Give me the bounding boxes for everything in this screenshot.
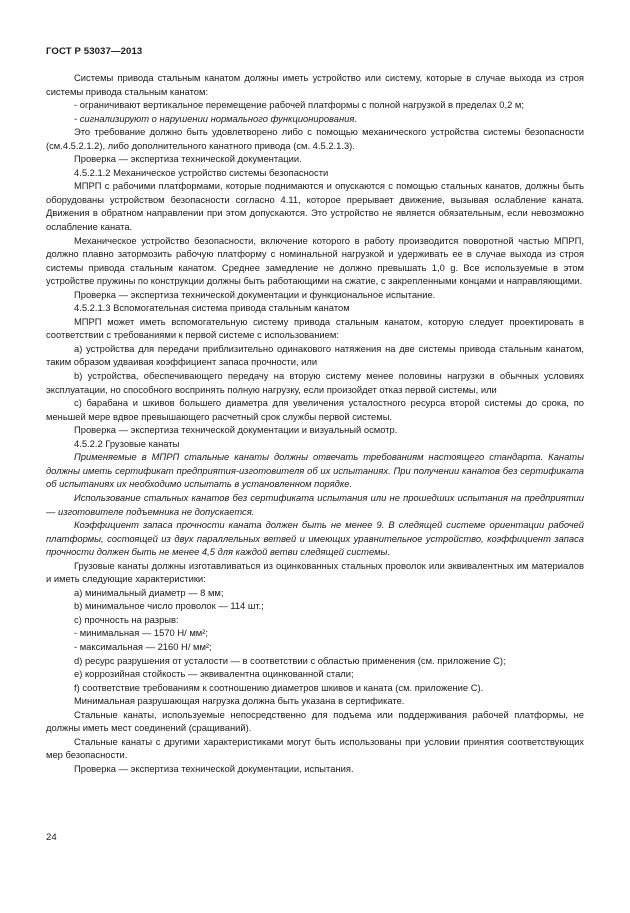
- paragraph: МПРП с рабочими платформами, которые поднимаются и опускаются с помощью стальных канатов, должны быть оборудованы устройством безопасности согласно 4.11, которое прерывает движение, вызывая ослабление каната. Движения в обратном направлении при этом допускаются. Это устройство не является обязательным, если невозможно ослабление каната.: [46, 180, 584, 233]
- list-item: - минимальная — 1570 Н/ мм²;: [74, 627, 208, 639]
- paragraph: МПРП может иметь вспомогательную систему привода стальным канатом, которую следует проектировать в соответствии с требованиями к первой системе с использованием:: [46, 315, 584, 341]
- paragraph: Это требование должно быть удовлетворено либо с помощью механического устройства системы безопасности (см.4.5.2.1.2), либо дополнительного канатного привода (см. 4.5.2.1.3).: [46, 126, 584, 151]
- paragraph: Проверка — экспертиза технической документации, испытания.: [74, 762, 354, 774]
- list-item: a) устройства для передачи приблизительно одинакового натяжения на две системы привода стальным канатом, таким образом удваивая коэффициент запаса прочности, или: [46, 342, 584, 368]
- section-heading: 4.5.2.1.2 Механическое устройство системы безопасности: [74, 166, 329, 178]
- list-item: c) прочность на разрыв:: [74, 613, 179, 625]
- document-body: [46, 71, 584, 775]
- paragraph: Стальные канаты с другими характеристиками могут быть использованы при условии принятия соответствующих мер безопасности.: [46, 735, 584, 761]
- paragraph: Механическое устройство безопасности, включение которого в работу производится поворотной частью МПРП, должно плавно затормозить рабочую платформу с номинальной нагрузкой и удерживать ее в случае выхода из строя системы привода стальным канатом. Среднее замедление не должно превышать 1,0 g. Все используемые в этом устройстве пружины по конструкции должны быть работающими на сжатие, с закрепленными концами и направляющими.: [46, 234, 584, 287]
- list-item: - сигнализируют о нарушении нормального функционирования.: [74, 112, 357, 124]
- list-item: a) минимальный диаметр — 8 мм;: [74, 586, 224, 598]
- paragraph: Грузовые канаты должны изготавливаться из оцинкованных стальных проволок или эквивалентных им материалов и иметь следующие характеристики:: [46, 559, 584, 585]
- paragraph: Проверка — экспертиза технической документации.: [74, 153, 302, 165]
- paragraph: Системы привода стальным канатом должны иметь устройство или систему, которые в случае выхода из строя системы привода стальным канатом:: [46, 72, 584, 97]
- page-number: 24: [46, 832, 57, 843]
- list-item: - ограничивают вертикальное перемещение рабочей платформы с полной нагрузкой в пределах 0,2 м;: [74, 99, 524, 111]
- paragraph: Минимальная разрушающая нагрузка должна быть указана в сертификате.: [74, 695, 405, 707]
- list-item: d) ресурс разрушения от усталости — в соответствии с областью применения (см. приложение С);: [74, 654, 506, 666]
- document-header: ГОСТ Р 53037—2013: [46, 46, 143, 57]
- paragraph: Стальные канаты, используемые непосредственно для подъема или поддерживания рабочей платформы, не должны иметь мест соединений (сращиваний).: [46, 708, 584, 734]
- list-item: b) минимальное число проволок — 114 шт.;: [74, 600, 264, 612]
- paragraph: Проверка — экспертиза технической документации и функциональное испытание.: [74, 288, 436, 300]
- list-item: - максимальная — 2160 Н/ мм²;: [74, 640, 212, 652]
- section-heading: 4.5.2.2 Грузовые канаты: [74, 437, 180, 449]
- list-item: f) соответствие требованиям к соотношению диаметров шкивов и каната (см. приложение С).: [74, 681, 484, 693]
- paragraph: Коэффициент запаса прочности каната должен быть не менее 9. В следящей системе ориентации рабочей платформы, состоящей из двух параллельных ветвей и имеющих уравнительное устройство, коэффициент запаса прочности должен быть не менее 4,5 для каждой ветви следящей системы.: [46, 519, 584, 558]
- paragraph: Применяемые в МПРП стальные канаты должны отвечать требованиям настоящего стандарта. Канаты должны иметь сертификат предприятия-изготовителя об их испытаниях. При получении канатов без сертификата об испытаниях их необходимо испытать в установленном порядке.: [46, 451, 584, 490]
- section-heading: 4.5.2.1.3 Вспомогательная система привода стальным канатом: [74, 302, 350, 314]
- paragraph: Использование стальных канатов без сертификата испытания или не прошедших испытания на предприятии — изготовителе подъемника не допускается.: [46, 491, 584, 517]
- list-item: c) барабана и шкивов большего диаметра для увеличения усталостного ресурса второй системы до срока, по меньшей мере вдвое превышающего расчетный срок службы первой системы.: [46, 397, 584, 422]
- list-item: e) коррозийная стойкость — эквивалентна оцинкованной стали;: [74, 668, 354, 680]
- paragraph: Проверка — экспертиза технической документации и визуальный осмотр.: [74, 424, 398, 436]
- list-item: b) устройства, обеспечивающего передачу на вторую систему менее половины нагрузки в обычных условиях эксплуатации, но способного воспринять полную нагрузку, если произойдет отказ первой системы, или: [46, 370, 584, 395]
